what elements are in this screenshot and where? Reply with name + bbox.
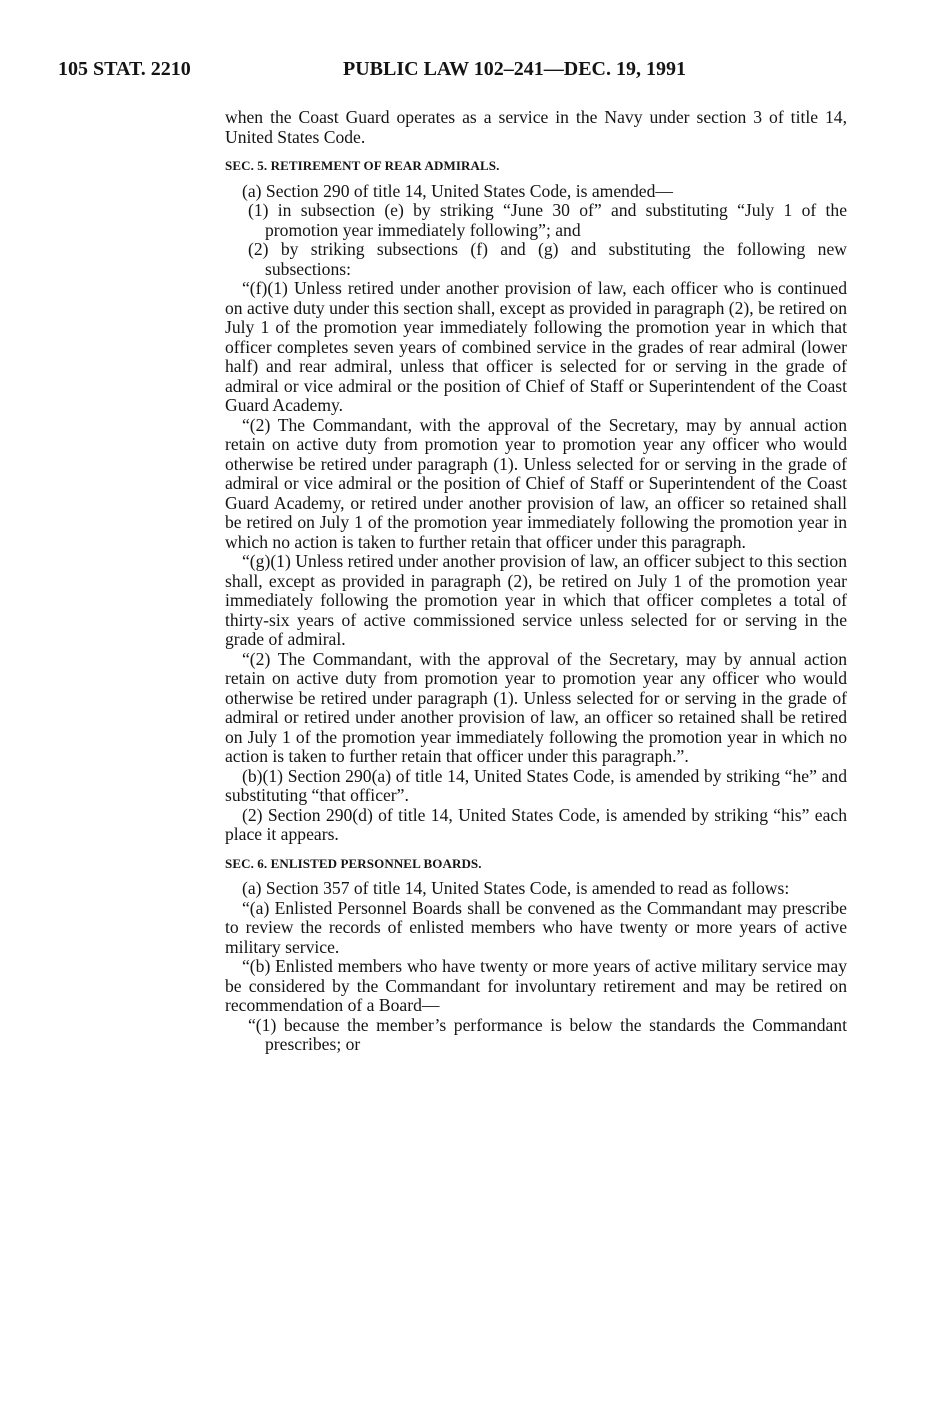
paragraph-b2: (2) Section 290(d) of title 14, United States Code, is amended by striking “his” each place it appears. [225,804,847,844]
paragraph-continuation: when the Coast Guard operates as a service in the Navy under section 3 of title 14, United States Code. [225,107,847,147]
paragraph-item-1: (1) in subsection (e) by striking “June 30 of” and substituting “July 1 of the promotion year immediately following”; and [248,200,847,240]
section-5-heading: SEC. 5. RETIREMENT OF REAR ADMIRALS. [225,158,500,173]
paragraph-subsection-f2: “(2) The Commandant, with the approval of the Secretary, may by annual action retain on active duty from promotion year to promotion year any officer who would otherwise be retired under paragraph (1). Unless selected for or serving in the grade of admiral or vice admiral or the position of Chief of Staff or Superintendent of the Coast Guard Academy, or retired under another provision of law, an officer so retained shall be retired on July 1 of the promotion year immediately following the promotion year in which no action is taken to further retain that officer under this paragraph. [225,414,847,552]
section-6-heading: SEC. 6. ENLISTED PERSONNEL BOARDS. [225,855,482,871]
body-text [225,108,847,1055]
paragraph-quoted-a: “(a) Enlisted Personnel Boards shall be convened as the Commandant may prescribe to review the records of enlisted members who have twenty or more years of active military service. [225,897,847,957]
paragraph-subsection-g2: “(2) The Commandant, with the approval of the Secretary, may by annual action retain on active duty from promotion year to promotion year any officer who would otherwise be retired under paragraph (1). Unless selected for or serving in the grade of admiral or retired under another provision of law, an officer so retained shall be retired on July 1 of the promotion year immediately following the promotion year in which no action is taken to further retain that officer under this paragraph.”. [225,648,847,766]
running-header [58,58,848,84]
paragraph-subsection-g1: “(g)(1) Unless retired under another provision of law, an officer subject to this section shall, except as provided in paragraph (2), be retired on July 1 of the promotion year immediately following the promotion year in which that officer completes a total of thirty-six years of active commissioned service unless selected for or serving in the grade of admiral. [225,551,847,649]
paragraph-item-2: (2) by striking subsections (f) and (g) and substituting the following new subsections: [248,239,847,279]
statute-page-number: 105 STAT. 2210 [58,58,191,80]
paragraph-quoted-item-1: “(1) because the member’s performance is below the standards the Commandant prescribes; or [248,1014,847,1054]
paragraph-quoted-b: “(b) Enlisted members who have twenty or more years of active military service may be considered by the Commandant for involuntary retirement and may be retired on recommendation of a Board— [225,956,847,1015]
paragraph: (a) Section 290 of title 14, United States Code, is amended— [242,180,673,201]
paragraph-b1: (b)(1) Section 290(a) of title 14, United States Code, is amended by striking “he” and substituting “that officer”. [225,765,847,805]
public-law-title: PUBLIC LAW 102–241—DEC. 19, 1991 [343,58,686,80]
paragraph-subsection-f1: “(f)(1) Unless retired under another provision of law, each officer who is continued on active duty under this section shall, except as provided in paragraph (2), be retired on July 1 of the promotion year immediately following the promotion year in which that officer completes seven years of combined service in the grades of rear admiral (lower half) and rear admiral, unless that officer is selected for or serving in the grade of admiral or vice admiral or the position of Chief of Staff or Superintendent of the Coast Guard Academy. [225,278,847,415]
paragraph: (a) Section 357 of title 14, United States Code, is amended to read as follows: [242,878,790,898]
